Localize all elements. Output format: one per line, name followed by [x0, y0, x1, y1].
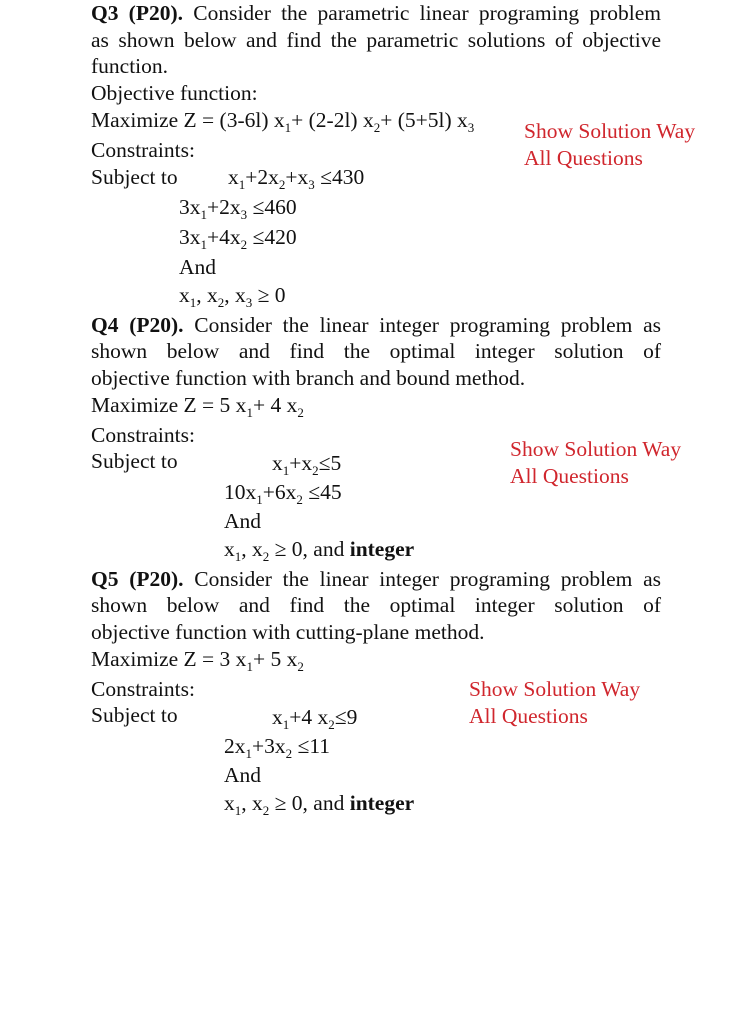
q5-constraint-2: $2x_1+3x_2 \le 11$ [224, 734, 331, 761]
q4-and: And [224, 509, 262, 533]
q5-nonnegativity: $x_1$, $x_2 \ge 0$, and integer [224, 791, 415, 818]
q5-intro-line-3: objective function with cutting-plane method. [91, 620, 485, 644]
q5-header: Q5 (P20). [91, 567, 184, 591]
q3-objective-label: Objective function: [91, 81, 258, 105]
q3-constraint-2: $3x_1+2x_3 \le 460$ [179, 195, 297, 222]
q3-note-line-1: Show Solution Way [524, 119, 696, 143]
q4-intro-line-3: objective function with branch and bound method. [91, 366, 526, 390]
q4-intro-text-1: Consider the linear integer programing problem as [194, 313, 662, 337]
q5-note-line-2: All Questions [469, 704, 588, 728]
q4-constraint-2: $10x_1+6x_2 \le 45$ [224, 480, 342, 507]
q5-integer: integer [349, 791, 415, 815]
q4-subject-to: Subject to [91, 449, 178, 473]
q4-constraints-label: Constraints: [91, 423, 195, 447]
q4-constraint-1: $x_1+x_2\le 5$ [272, 451, 342, 478]
q3-constraint-1: $x_1+2x_2+x_3 \le 430$ [228, 165, 365, 192]
q5-intro-text-1: Consider the linear integer programing problem as [194, 567, 662, 591]
q4-objective-function: Maximize Z = 5 $x_1+ 4$ $x_2$ [91, 393, 304, 420]
q3-constraints-label: Constraints: [91, 138, 195, 162]
q4-intro-line-1 [91, 312, 661, 338]
q3-nonnegativity: $x_1$, $x_2$, $x_3 \ge 0$ [179, 283, 286, 310]
q3-and: And [179, 255, 217, 279]
q5-constraint-1: $x_1+4$ $x_2\le 9$ [272, 705, 358, 732]
q5-subject-to: Subject to [91, 703, 178, 727]
q5-and: And [224, 763, 262, 787]
q4-integer: integer [349, 537, 415, 561]
q5-note-line-1: Show Solution Way [469, 677, 641, 701]
q5-intro-line-2: shown below and find the optimal integer solution of [91, 593, 661, 617]
q4-note-line-2: All Questions [510, 464, 629, 488]
q4-nonnegativity: $x_1$, $x_2 \ge 0$, and integer [224, 537, 415, 564]
q3-intro-line-1 [91, 0, 661, 26]
q3-intro-text-1: Consider the parametric linear programing problem [193, 1, 661, 25]
q3-intro-line-3: function. [91, 54, 169, 78]
q3-subject-to: Subject to [91, 165, 178, 189]
q3-objective-function: Maximize Z = (3-6l) $x_1+ (2-2l)$ $x_2+ (5+5l)$ $x_3$ [91, 108, 475, 135]
q4-header: Q4 (P20). [91, 313, 184, 337]
q5-intro-line-1 [91, 566, 661, 592]
q4-note-line-1: Show Solution Way [510, 437, 682, 461]
q3-header: Q3 (P20). [91, 1, 184, 25]
q3-intro-line-2: as shown below and find the parametric solutions of objective [91, 28, 661, 52]
q4-intro-line-2: shown below and find the optimal integer solution of [91, 339, 661, 363]
q3-note-line-2: All Questions [524, 146, 643, 170]
q5-constraints-label: Constraints: [91, 677, 195, 701]
q3-constraint-3: $3x_1+4x_2 \le 420$ [179, 225, 297, 252]
q5-objective-function: Maximize Z = 3 $x_1+ 5$ $x_2$ [91, 647, 304, 674]
